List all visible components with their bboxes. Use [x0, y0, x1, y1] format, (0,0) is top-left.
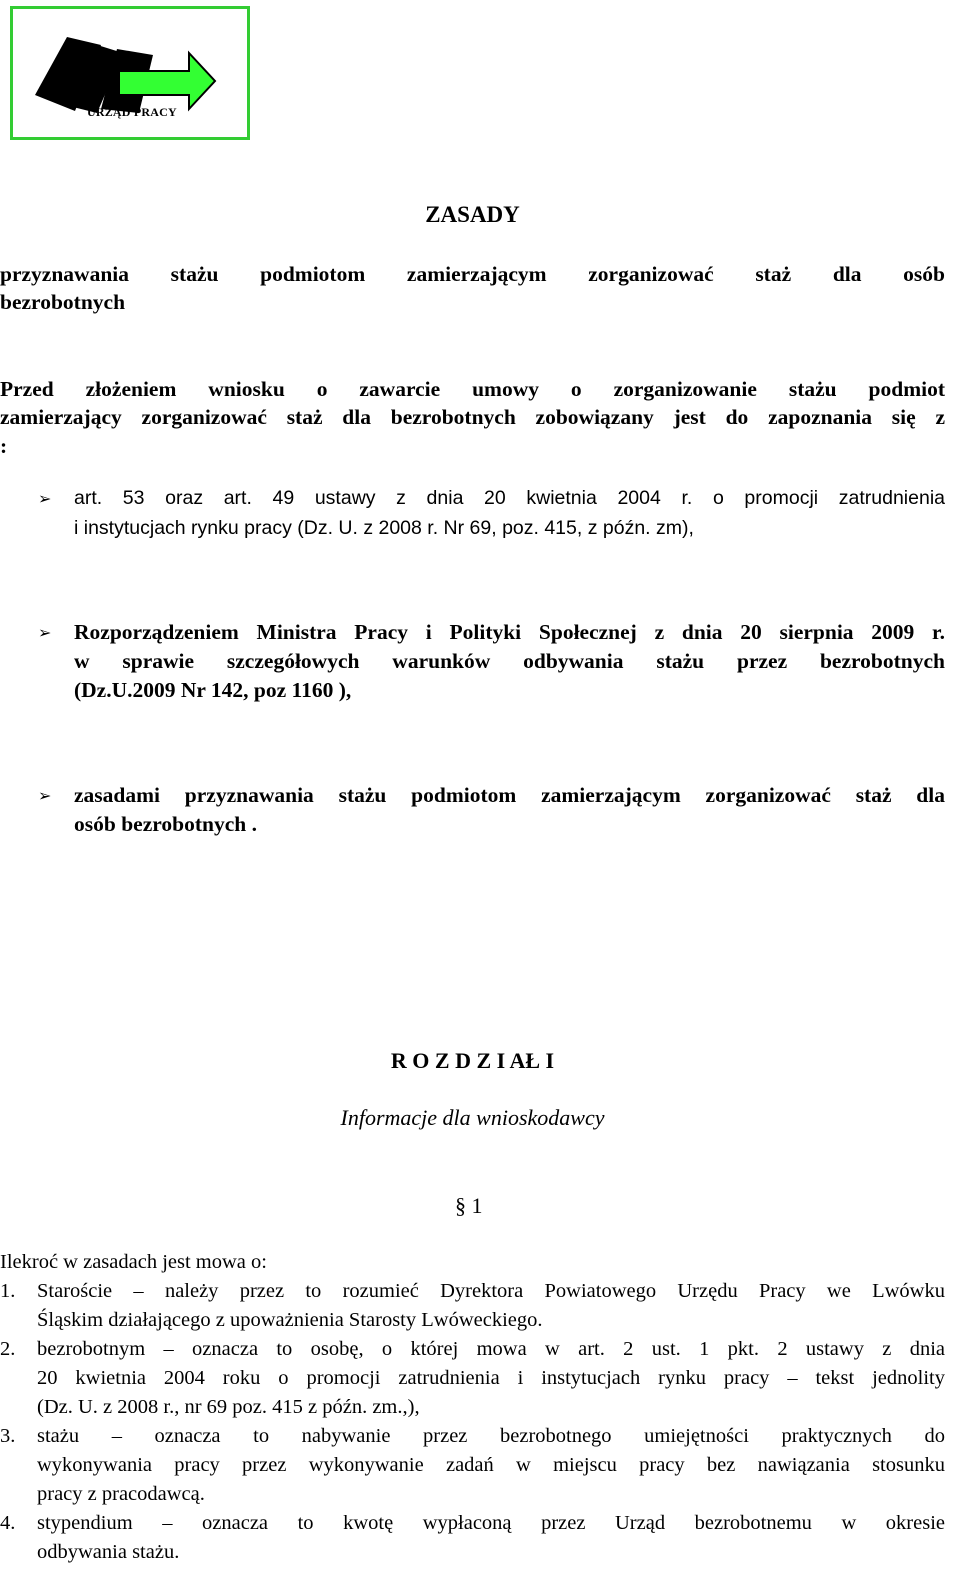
- intro-line-2: zamierzający zorganizować staż dla bezrobotnych zobowiązany jest do zapoznania się z: [0, 405, 945, 429]
- logo-text: URZĄD PRACY: [87, 105, 177, 119]
- intro-line-1: Przed złożeniem wniosku o zawarcie umowy o zorganizowanie stażu podmiot: [0, 377, 945, 401]
- intro-line-3: :: [0, 434, 8, 458]
- subtitle-line-2: bezrobotnych: [0, 290, 126, 314]
- item-number: 3.: [0, 1425, 16, 1447]
- document-title: ZASADY: [425, 202, 520, 227]
- item-3-line-3: pracy z pracodawcą.: [37, 1483, 205, 1505]
- bullet-1-line-1: art. 53 oraz art. 49 ustawy z dnia 20 kwietnia 2004 r. o promocji zatrudnienia: [74, 487, 945, 509]
- chapter-title: R O Z D Z I AŁ I: [390, 1048, 555, 1073]
- arrowhead-bullet-icon: ➢: [38, 623, 52, 642]
- item-1-line-1: Staroście – należy przez to rozumieć Dyrektora Powiatowego Urzędu Pracy we Lwówku: [37, 1280, 945, 1302]
- logo-graphic: [13, 9, 253, 143]
- bullet-3-line-1: zasadami przyznawania stażu podmiotom zamierzającym zorganizować staż dla: [74, 783, 945, 807]
- urzad-pracy-logo: [10, 6, 250, 140]
- bullet-3-line-2: osób bezrobotnych .: [74, 812, 257, 836]
- item-2-line-2: 20 kwietnia 2004 roku o promocji zatrudnienia i instytucjach rynku pracy – tekst jednolity: [37, 1367, 945, 1389]
- item-3-line-1: stażu – oznacza to nabywanie przez bezrobotnego umiejętności praktycznych do: [37, 1425, 945, 1447]
- item-2-line-3: (Dz. U. z 2008 r., nr 69 poz. 415 z późn. zm.,),: [37, 1396, 420, 1418]
- item-3-line-2: wykonywania pracy przez wykonywanie zadań w miejscu pracy bez nawiązania stosunku: [37, 1454, 945, 1476]
- item-4-line-2: odbywania stażu.: [37, 1541, 180, 1563]
- bullet-2-line-1: Rozporządzeniem Ministra Pracy i Polityki Społecznej z dnia 20 sierpnia 2009 r.: [74, 620, 945, 644]
- paragraph-mark: § 1: [455, 1193, 483, 1218]
- item-4-line-1: stypendium – oznacza to kwotę wypłaconą przez Urząd bezrobotnemu w okresie: [37, 1512, 945, 1534]
- item-number: 2.: [0, 1338, 16, 1360]
- arrowhead-bullet-icon: ➢: [38, 489, 52, 508]
- arrowhead-bullet-icon: ➢: [38, 786, 52, 805]
- item-number: 4.: [0, 1512, 16, 1534]
- bullet-2-line-2: w sprawie szczegółowych warunków odbywania stażu przez bezrobotnych: [74, 649, 945, 673]
- bullet-2-line-3: (Dz.U.2009 Nr 142, poz 1160 ),: [74, 678, 352, 702]
- subtitle-line-1: przyznawania stażu podmiotom zamierzającym zorganizować staż dla osób: [0, 262, 945, 286]
- chapter-subtitle: Informacje dla wnioskodawcy: [340, 1105, 605, 1130]
- item-2-line-1: bezrobotnym – oznacza to osobę, o której mowa w art. 2 ust. 1 pkt. 2 ustawy z dnia: [37, 1338, 945, 1360]
- bullet-1-line-2: i instytucjach rynku pracy (Dz. U. z 2008 r. Nr 69, poz. 415, z późn. zm),: [74, 517, 694, 539]
- definitions-lead: Ilekroć w zasadach jest mowa o:: [0, 1251, 267, 1273]
- item-1-line-2: Śląskim działającego z upoważnienia Starosty Lwóweckiego.: [37, 1309, 543, 1331]
- item-number: 1.: [0, 1280, 16, 1302]
